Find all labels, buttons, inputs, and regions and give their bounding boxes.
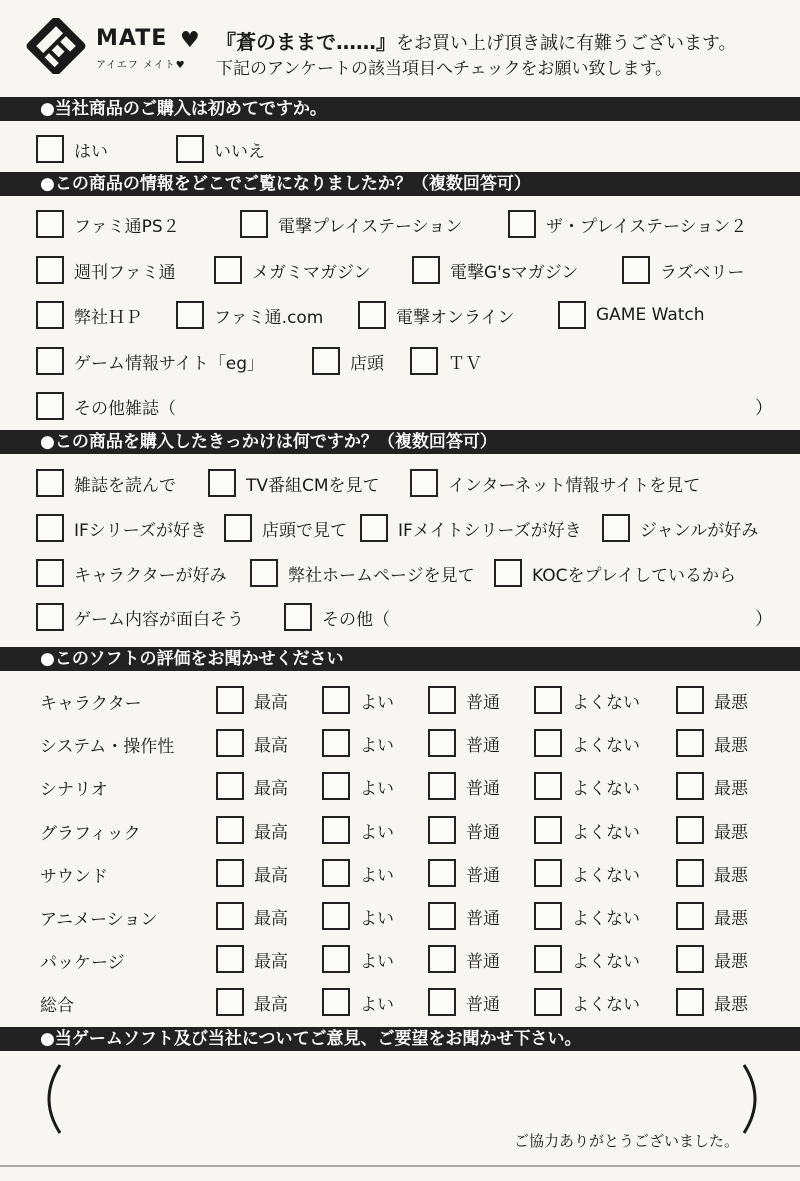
q2-option[interactable]: 弊社ＨＰ — [36, 298, 142, 332]
divider — [0, 1165, 800, 1167]
rating-option[interactable] — [676, 985, 748, 1019]
checkbox[interactable] — [410, 469, 438, 497]
checkbox[interactable] — [176, 135, 204, 163]
rating-label: よい — [360, 822, 394, 843]
rating-label: 最高 — [254, 908, 288, 929]
question-3-heading: ●この商品を購入したきっかけは何ですか？（複数回答可） — [0, 430, 800, 454]
rating-label: よい — [360, 951, 394, 972]
q1-option-yes[interactable]: はい — [36, 132, 108, 166]
q3-option[interactable]: 店頭で見て — [224, 511, 347, 545]
checkbox[interactable] — [534, 772, 562, 800]
rating-label: 最悪 — [714, 951, 748, 972]
checkbox[interactable] — [216, 945, 244, 973]
q3-option[interactable]: 雑誌を読んで — [36, 466, 176, 500]
rating-option[interactable] — [322, 942, 394, 976]
checkbox[interactable] — [36, 603, 64, 631]
rating-option[interactable] — [322, 899, 394, 933]
rating-label: 最高 — [254, 778, 288, 799]
rating-option[interactable] — [216, 683, 288, 717]
checkbox[interactable] — [428, 988, 456, 1016]
rating-option[interactable] — [676, 899, 748, 933]
checkbox[interactable] — [534, 816, 562, 844]
rating-option[interactable] — [534, 856, 640, 890]
rating-row-label: システム・操作性 — [40, 737, 175, 757]
rating-label: よい — [360, 865, 394, 886]
checkbox[interactable] — [216, 988, 244, 1016]
checkbox[interactable] — [602, 514, 630, 542]
q3-option[interactable]: ゲーム内容が面白そう — [36, 600, 244, 634]
rating-option[interactable] — [428, 985, 500, 1019]
checkbox[interactable] — [322, 686, 350, 714]
rating-label: 最高 — [254, 692, 288, 713]
comment-input[interactable] — [70, 1063, 730, 1123]
rating-row-label: アニメーション — [40, 910, 158, 930]
checkbox[interactable] — [676, 902, 704, 930]
checkbox[interactable] — [240, 210, 268, 238]
heart-icon: ♥ — [180, 28, 200, 53]
checkbox[interactable] — [676, 772, 704, 800]
brand-name: MATE — [96, 26, 168, 51]
rating-option[interactable] — [428, 942, 500, 976]
checkbox[interactable] — [36, 135, 64, 163]
checkbox[interactable] — [176, 301, 204, 329]
q2-option[interactable]: ファミ通.com — [176, 298, 323, 332]
checkbox[interactable] — [36, 392, 64, 420]
checkbox[interactable] — [360, 514, 388, 542]
rating-label: よい — [360, 908, 394, 929]
rating-label: よい — [360, 735, 394, 756]
rating-label: よい — [360, 692, 394, 713]
rating-option[interactable] — [534, 683, 640, 717]
checkbox[interactable] — [428, 816, 456, 844]
checkbox[interactable] — [322, 816, 350, 844]
rating-row-label: グラフィック — [40, 824, 141, 844]
rating-option[interactable] — [428, 683, 500, 717]
rating-row-label: パッケージ — [40, 953, 125, 973]
q2-option[interactable]: ゲーム情報サイト「eg」 — [36, 344, 264, 378]
checkbox[interactable] — [428, 772, 456, 800]
checkbox[interactable] — [322, 988, 350, 1016]
checkbox[interactable] — [508, 210, 536, 238]
checkbox[interactable] — [216, 816, 244, 844]
checkbox[interactable] — [558, 301, 586, 329]
intro-line-1 — [216, 26, 737, 55]
checkbox[interactable] — [36, 347, 64, 375]
rating-option[interactable] — [534, 769, 640, 803]
checkbox[interactable] — [36, 559, 64, 587]
q3-option[interactable]: IFシリーズが好き — [36, 511, 207, 545]
checkbox[interactable] — [428, 729, 456, 757]
rating-option[interactable] — [676, 683, 748, 717]
rating-label: よくない — [572, 994, 640, 1015]
rating-label: 最高 — [254, 822, 288, 843]
rating-label: 最悪 — [714, 692, 748, 713]
checkbox[interactable] — [224, 514, 252, 542]
checkbox[interactable] — [410, 347, 438, 375]
checkbox[interactable] — [216, 686, 244, 714]
q3-option-other[interactable]: その他（ — [284, 600, 390, 634]
checkbox[interactable] — [36, 210, 64, 238]
checkbox[interactable] — [534, 902, 562, 930]
rating-option[interactable] — [676, 769, 748, 803]
q3-other-close-paren: ） — [755, 609, 773, 630]
checkbox[interactable] — [428, 859, 456, 887]
q2-option[interactable]: 電撃G'sマガジン — [412, 253, 578, 287]
checkbox[interactable] — [676, 686, 704, 714]
rating-option[interactable] — [534, 899, 640, 933]
q1-option-no[interactable]: いいえ — [176, 132, 265, 166]
rating-row-label: サウンド — [40, 867, 108, 887]
checkbox[interactable] — [676, 816, 704, 844]
checkbox[interactable] — [428, 902, 456, 930]
q2-other-close-paren: ） — [755, 398, 773, 419]
q2-option[interactable]: ＴＶ — [410, 344, 482, 378]
rating-label: 最悪 — [714, 822, 748, 843]
rating-label: 普通 — [466, 994, 500, 1015]
rating-option[interactable] — [322, 726, 394, 760]
q3-option[interactable]: ジャンルが好み — [602, 511, 758, 545]
rating-label: よくない — [572, 778, 640, 799]
rating-option[interactable] — [322, 813, 394, 847]
rating-option[interactable] — [322, 683, 394, 717]
rating-label: 最悪 — [714, 865, 748, 886]
rating-row-label: キャラクター — [40, 694, 142, 714]
game-title: 『蒼のままで……』 — [216, 30, 396, 54]
checkbox[interactable] — [676, 729, 704, 757]
rating-label: 最高 — [254, 994, 288, 1015]
rating-label: よい — [360, 994, 394, 1015]
rating-row-label: シナリオ — [40, 780, 108, 800]
checkbox[interactable] — [412, 256, 440, 284]
rating-label: よくない — [572, 908, 640, 929]
q3-option[interactable]: IFメイトシリーズが好き — [360, 511, 582, 545]
rating-label: よくない — [572, 951, 640, 972]
rating-option[interactable] — [534, 813, 640, 847]
checkbox[interactable] — [494, 559, 522, 587]
rating-label: 普通 — [466, 865, 500, 886]
rating-option[interactable] — [322, 769, 394, 803]
checkbox[interactable] — [428, 945, 456, 973]
rating-option[interactable] — [216, 726, 288, 760]
q3-option[interactable]: KOCをプレイしているから — [494, 556, 736, 590]
q2-option[interactable]: メガミマガジン — [214, 253, 371, 287]
rating-label: 最悪 — [714, 908, 748, 929]
rating-label: 普通 — [466, 692, 500, 713]
checkbox[interactable] — [358, 301, 386, 329]
checkbox[interactable] — [534, 729, 562, 757]
rating-option[interactable] — [428, 856, 500, 890]
rating-label: よくない — [572, 822, 640, 843]
checkbox[interactable] — [676, 988, 704, 1016]
checkbox[interactable] — [36, 514, 64, 542]
checkbox[interactable] — [216, 859, 244, 887]
rating-option[interactable] — [676, 726, 748, 760]
q2-option-other[interactable]: その他雑誌（ — [36, 389, 176, 423]
rating-label: 最悪 — [714, 778, 748, 799]
brand-sub: アイエフ メイト♥ — [96, 60, 186, 71]
checkbox[interactable] — [216, 729, 244, 757]
rating-option[interactable] — [534, 726, 640, 760]
q3-option[interactable]: キャラクターが好み — [36, 556, 227, 590]
q2-option[interactable]: GAME Watch — [558, 298, 705, 332]
checkbox[interactable] — [216, 902, 244, 930]
rating-label: 普通 — [466, 822, 500, 843]
rating-option[interactable] — [216, 899, 288, 933]
checkbox[interactable] — [534, 945, 562, 973]
rating-option[interactable] — [676, 856, 748, 890]
rating-option[interactable] — [216, 856, 288, 890]
question-4-heading: ●このソフトの評価をお聞かせください — [0, 647, 800, 671]
rating-label: 最高 — [254, 865, 288, 886]
rating-label: 最悪 — [714, 994, 748, 1015]
rating-label: よい — [360, 778, 394, 799]
header — [0, 0, 800, 96]
q2-option[interactable]: 週刊ファミ通 — [36, 253, 176, 287]
checkbox[interactable] — [36, 256, 64, 284]
rating-option[interactable] — [428, 813, 500, 847]
question-1-heading: ●当社商品のご購入は初めてですか。 — [0, 97, 800, 121]
checkbox[interactable] — [322, 772, 350, 800]
checkbox[interactable] — [284, 603, 312, 631]
rating-label: 普通 — [466, 951, 500, 972]
rating-label: 最悪 — [714, 735, 748, 756]
checkbox[interactable] — [622, 256, 650, 284]
rating-label: 普通 — [466, 778, 500, 799]
rating-label: 普通 — [466, 735, 500, 756]
rating-option[interactable] — [428, 726, 500, 760]
rating-label: よくない — [572, 735, 640, 756]
checkbox[interactable] — [676, 945, 704, 973]
q2-option[interactable]: 電撃プレイステーション — [240, 207, 462, 241]
checkbox[interactable] — [214, 256, 242, 284]
rating-option[interactable] — [216, 769, 288, 803]
checkbox[interactable] — [534, 859, 562, 887]
rating-option[interactable] — [322, 985, 394, 1019]
checkbox[interactable] — [322, 902, 350, 930]
rating-label: 普通 — [466, 908, 500, 929]
rating-option[interactable] — [322, 856, 394, 890]
checkbox[interactable] — [534, 988, 562, 1016]
rating-option[interactable] — [216, 942, 288, 976]
rating-option[interactable] — [534, 942, 640, 976]
checkbox[interactable] — [312, 347, 340, 375]
rating-option[interactable] — [534, 985, 640, 1019]
rating-label: 最高 — [254, 951, 288, 972]
q2-option[interactable]: ファミ通PS２ — [36, 207, 180, 241]
checkbox[interactable] — [534, 686, 562, 714]
checkbox[interactable] — [36, 301, 64, 329]
checkbox[interactable] — [36, 469, 64, 497]
comment-close-bracket — [740, 1063, 770, 1135]
rating-option[interactable] — [676, 942, 748, 976]
intro-line-1-rest: をお買い上げ頂き誠に有難うございます。 — [396, 33, 737, 54]
checkbox[interactable] — [250, 559, 278, 587]
rating-label: よくない — [572, 692, 640, 713]
checkbox[interactable] — [322, 729, 350, 757]
rating-option[interactable] — [216, 985, 288, 1019]
question-5-heading: ●当ゲームソフト及び当社についてご意見、ご要望をお聞かせ下さい。 — [0, 1027, 800, 1051]
checkbox[interactable] — [322, 945, 350, 973]
checkbox[interactable] — [676, 859, 704, 887]
comment-open-bracket — [34, 1063, 64, 1135]
checkbox[interactable] — [208, 469, 236, 497]
brand-logo — [24, 16, 214, 76]
q2-option[interactable]: ザ・プレイステーション２ — [508, 207, 747, 241]
rating-option[interactable] — [216, 813, 288, 847]
thanks-text: ご協力ありがとうございました。 — [514, 1132, 740, 1150]
intro-line-2: 下記のアンケートの該当項目へチェックをお願い致します。 — [216, 59, 673, 79]
rating-label: 最高 — [254, 735, 288, 756]
q2-option[interactable]: 店頭 — [312, 344, 384, 378]
rating-row-label: 総合 — [40, 996, 74, 1016]
checkbox[interactable] — [428, 686, 456, 714]
mate-logo-icon — [24, 18, 88, 74]
q2-option[interactable]: ラズベリー — [622, 253, 745, 287]
question-2-heading: ●この商品の情報をどこでご覧になりましたか？（複数回答可） — [0, 172, 800, 196]
q3-option[interactable]: インターネット情報サイトを見て — [410, 466, 700, 500]
q2-option[interactable]: 電撃オンライン — [358, 298, 515, 332]
rating-option[interactable] — [428, 769, 500, 803]
checkbox[interactable] — [322, 859, 350, 887]
q3-option[interactable]: TV番組CMを見て — [208, 466, 380, 500]
checkbox[interactable] — [216, 772, 244, 800]
q3-option[interactable]: 弊社ホームページを見て — [250, 556, 475, 590]
rating-option[interactable] — [428, 899, 500, 933]
rating-option[interactable] — [676, 813, 748, 847]
rating-label: よくない — [572, 865, 640, 886]
